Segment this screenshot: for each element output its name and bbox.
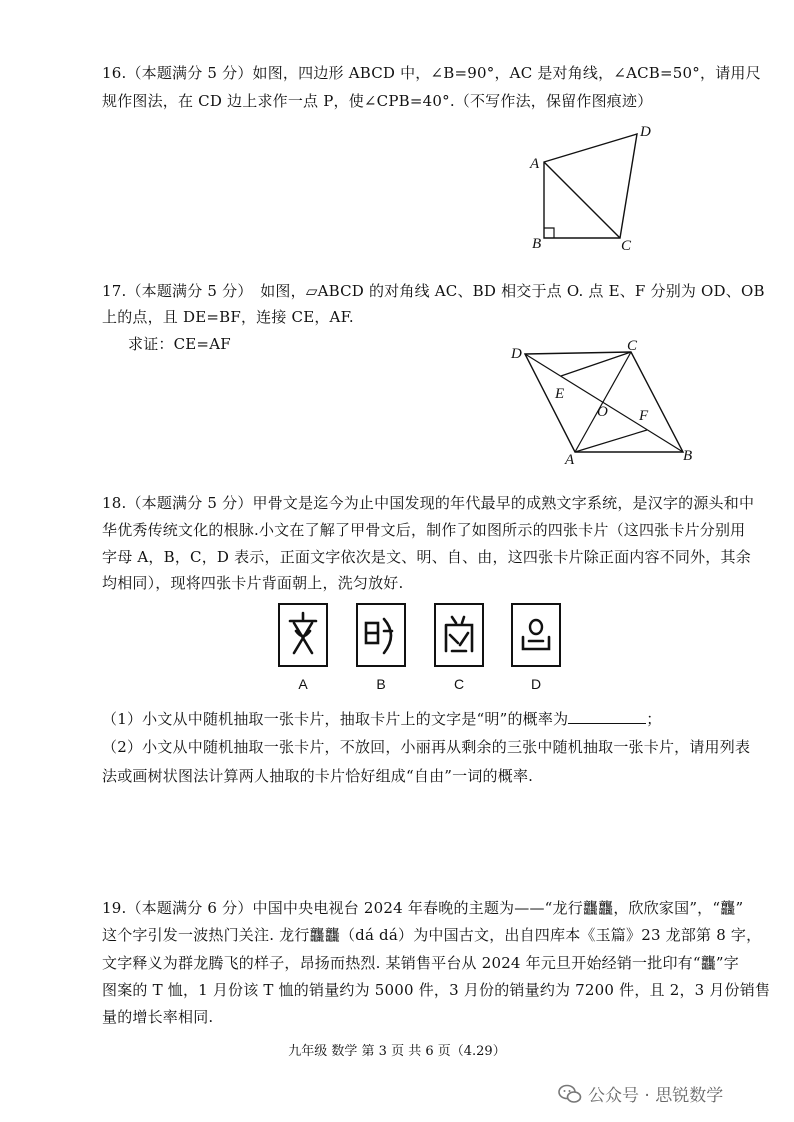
q16-label-C: C <box>621 238 632 254</box>
q16-line-2: 规作图法，在 CD 边上求作一点 P，使∠CPB=40°.（不写作法，保留作图痕迹） <box>102 92 653 110</box>
oracle-wen-glyph-icon <box>284 609 322 661</box>
q17-line-2: 上的点，且 DE=BF，连接 CE，AF. <box>102 308 354 326</box>
card-label-c: C <box>453 676 465 692</box>
q18-line-3: 字母 A，B，C，D 表示，正面文字依次是文、明、自、由，这四张卡片除正面内容不同外，其余 <box>102 548 751 566</box>
q17-label-B: B <box>683 448 693 464</box>
q17-label-A: A <box>565 452 575 465</box>
q16-quadrilateral-figure <box>520 120 660 255</box>
q19-line-2: 这个字引发一波热门关注. 龙行龘龘（dá dá）为中国古文，出自四库本《玉篇》23 龙部第 8 字， <box>102 926 762 944</box>
q18-line-1: 18.（本题满分 5 分）甲骨文是迄今为止中国发现的年代最早的成熟文字系统，是汉字的源头和中 <box>102 494 755 512</box>
q18-sub1-end: ； <box>646 710 662 728</box>
wechat-icon <box>558 1084 582 1104</box>
q16-label-D: D <box>640 124 651 140</box>
q18-sub1-text: （1）小文从中随机抽取一张卡片，抽取卡片上的文字是“明”的概率为 <box>102 710 569 728</box>
page-footer: 九年级 数学 第 3 页 共 6 页（4.29） <box>288 1044 506 1059</box>
oracle-card-d <box>511 603 561 667</box>
q18-sub2-line-1: （2）小文从中随机抽取一张卡片，不放回，小丽再从剩余的三张中随机抽取一张卡片，请用列表 <box>102 738 751 756</box>
q17-label-O: O <box>597 404 608 420</box>
oracle-card-a <box>278 603 328 667</box>
q16-label-B: B <box>532 236 542 252</box>
q18-sub1 <box>102 708 662 729</box>
watermark-text: 公众号 · 思锐数学 <box>588 1086 724 1106</box>
card-label-b: B <box>376 676 386 692</box>
oracle-zi-glyph-icon <box>440 609 478 661</box>
q19-line-1: 19.（本题满分 6 分）中国中央电视台 2024 年春晚的主题为——“龙行龘龘，欣欣家国”，“龘” <box>102 899 744 917</box>
q17-prove: 求证：CE=AF <box>128 335 231 353</box>
q19-line-3: 文字释义为群龙腾飞的样子，昂扬而热烈. 某销售平台从 2024 年元旦开始经销一批印有“龘”字 <box>102 954 739 972</box>
q18-sub2-line-2: 法或画树状图法计算两人抽取的卡片恰好组成“自由”一词的概率. <box>102 767 534 785</box>
q17-label-F: F <box>639 408 649 424</box>
card-label-a: A <box>298 676 308 692</box>
q17-label-C: C <box>627 340 638 354</box>
watermark <box>558 1081 723 1106</box>
q17-parallelogram-figure <box>505 340 705 465</box>
q17-label-E: E <box>555 386 565 402</box>
q19-line-5: 量的增长率相同. <box>102 1008 214 1026</box>
q16-label-A: A <box>530 156 540 172</box>
oracle-card-c <box>434 603 484 667</box>
oracle-card-b <box>356 603 406 667</box>
answer-blank[interactable] <box>568 711 646 724</box>
q17-label-D: D <box>511 346 522 362</box>
oracle-ming-glyph-icon <box>362 609 400 661</box>
card-label-d: D <box>530 676 542 692</box>
q16-line-1: 16.（本题满分 5 分）如图，四边形 ABCD 中，∠B=90°，AC 是对角线，∠ACB=50°，请用尺 <box>102 64 761 82</box>
q18-line-4: 均相同），现将四张卡片背面朝上，洗匀放好. <box>102 574 404 592</box>
oracle-you-glyph-icon <box>517 609 555 661</box>
q19-line-4: 图案的 T 恤，1 月份该 T 恤的销量约为 5000 件，3 月份的销量约为 7200 件，且 2，3 月份销售 <box>102 981 771 999</box>
q17-line-1: 17.（本题满分 5 分） 如图，▱ABCD 的对角线 AC、BD 相交于点 O. 点 E、F 分别为 OD、OB <box>102 282 765 300</box>
q18-line-2: 华优秀传统文化的根脉.小文在了解了甲骨文后，制作了如图所示的四张卡片（这四张卡片分别用 <box>102 521 746 539</box>
